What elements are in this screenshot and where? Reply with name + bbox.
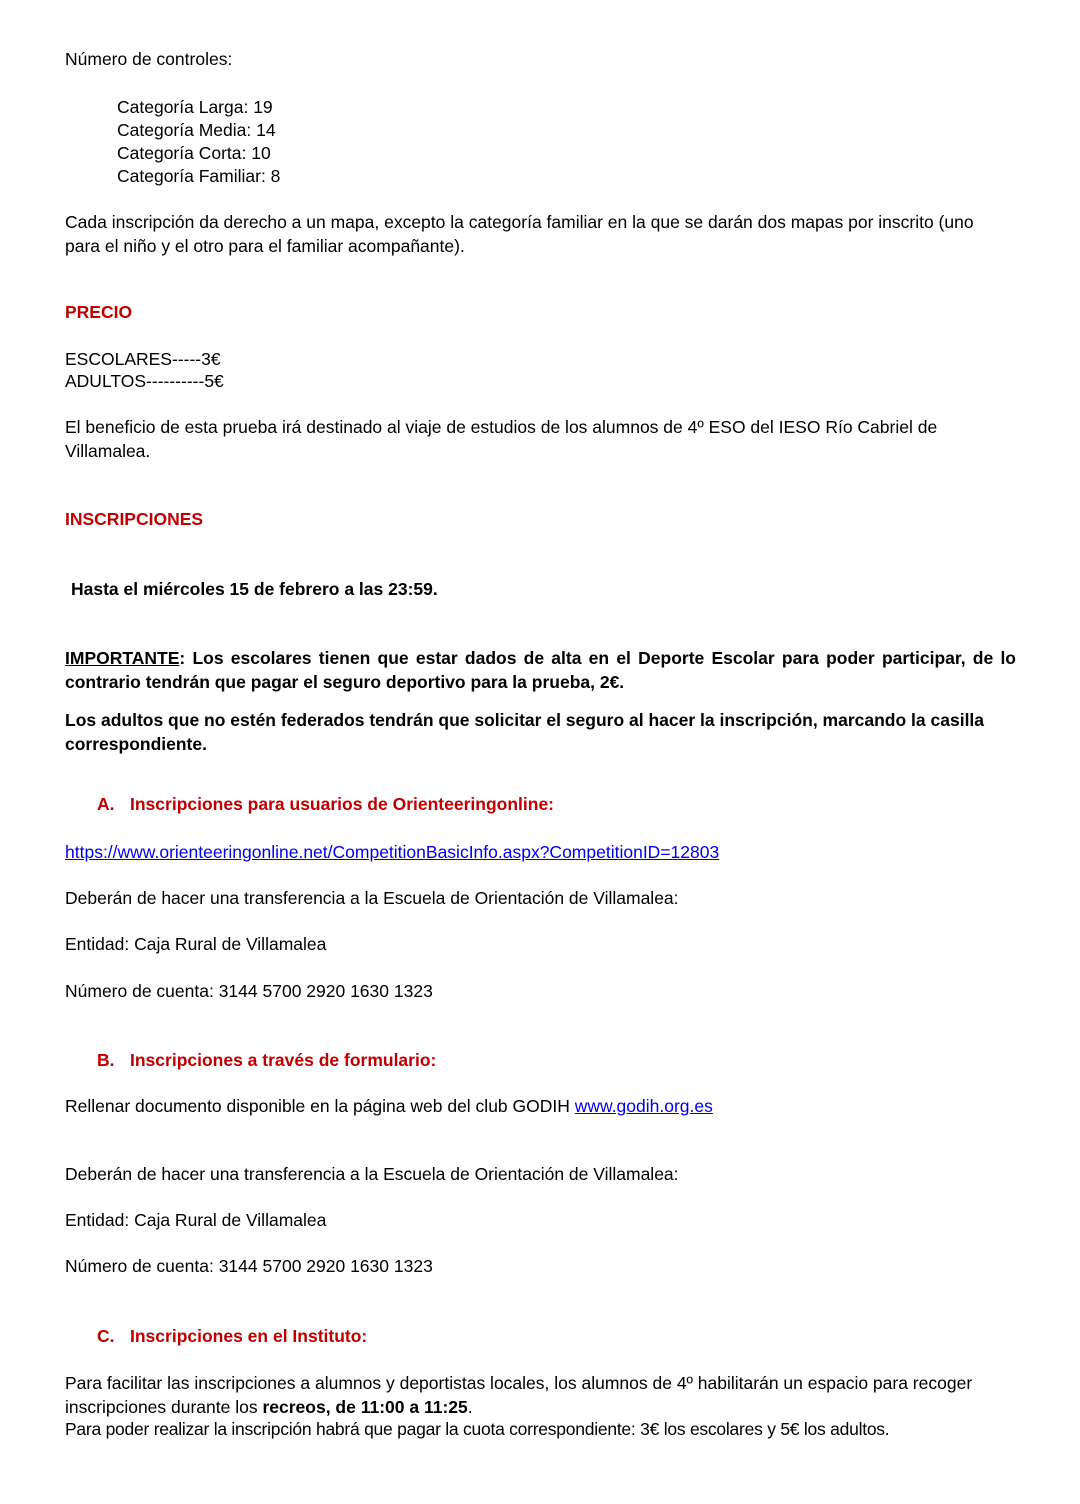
deadline-text: Hasta el miércoles 15 de febrero a las 23:59. <box>71 579 438 599</box>
section-a-title: Inscripciones para usuarios de Orienteeringonline: <box>130 794 554 814</box>
precio-heading: PRECIO <box>65 302 133 322</box>
section-a-entidad: Entidad: Caja Rural de Villamalea <box>65 934 327 954</box>
controles-title: Número de controles: <box>65 49 233 69</box>
section-c-text-pre: Para facilitar las inscripciones a alumnos y deportistas locales, los alumnos de 4º habilitarán un espacio para recoger inscripciones durante los <box>65 1373 973 1417</box>
importante-text: : Los escolares tienen que estar dados de alta en el Deporte Escolar para poder participar, de lo contrario tendrán que pagar el seguro deportivo para la prueba, 2€. <box>65 648 1016 692</box>
section-c-title: Inscripciones en el Instituto: <box>130 1326 368 1346</box>
section-b-heading <box>97 1049 436 1073</box>
category-item: Categoría Media: 14 <box>117 120 276 140</box>
section-c-letter: C. <box>97 1326 115 1346</box>
category-item: Categoría Corta: 10 <box>117 143 271 163</box>
section-a-heading <box>97 793 554 817</box>
section-c-paragraph <box>65 1372 1020 1419</box>
orienteeringonline-link[interactable]: https://www.orienteeringonline.net/CompetitionBasicInfo.aspx?CompetitionID=12803 <box>65 842 720 862</box>
section-b-text-row <box>65 1095 1016 1119</box>
importante-paragraph <box>65 647 1016 694</box>
section-a-transfer: Deberán de hacer una transferencia a la Escuela de Orientación de Villamalea: <box>65 888 679 908</box>
godih-link[interactable]: www.godih.org.es <box>574 1096 713 1116</box>
section-c-heading <box>97 1325 367 1349</box>
section-b-transfer: Deberán de hacer una transferencia a la Escuela de Orientación de Villamalea: <box>65 1164 679 1184</box>
section-c-cuota: Para poder realizar la inscripción habrá que pagar la cuota correspondiente: 3€ los escolares y 5€ los adultos. <box>65 1419 890 1439</box>
section-b-cuenta: Número de cuenta: 3144 5700 2920 1630 1323 <box>65 1256 433 1276</box>
section-c-text-bold: recreos, de 11:00 a 11:25 <box>262 1396 468 1417</box>
beneficio-text: El beneficio de esta prueba irá destinado al viaje de estudios de los alumnos de 4º ESO del IESO Río Cabriel de Villamalea. <box>65 417 938 461</box>
orienteeringonline-link-row <box>65 841 1016 865</box>
importante-label: IMPORTANTE <box>65 648 180 668</box>
category-item: Categoría Familiar: 8 <box>117 166 281 186</box>
price-escolares: ESCOLARES-----3€ <box>65 349 221 369</box>
section-b-letter: B. <box>97 1050 115 1070</box>
maps-note: Cada inscripción da derecho a un mapa, excepto la categoría familiar en la que se darán dos mapas por inscrito (uno para el niño y el otro para el familiar acompañante). <box>65 212 974 256</box>
section-c-text-post: . <box>467 1396 473 1417</box>
adultos-seguro-text: Los adultos que no estén federados tendrán que solicitar el seguro al hacer la inscripción, marcando la casilla correspondiente. <box>65 710 985 754</box>
price-adultos: ADULTOS----------5€ <box>65 371 224 391</box>
section-a-cuenta: Número de cuenta: 3144 5700 2920 1630 1323 <box>65 981 433 1001</box>
section-b-text: Rellenar documento disponible en la página web del club GODIH <box>65 1096 575 1116</box>
category-item: Categoría Larga: 19 <box>117 97 273 117</box>
section-b-entidad: Entidad: Caja Rural de Villamalea <box>65 1210 327 1230</box>
inscripciones-heading: INSCRIPCIONES <box>65 509 204 529</box>
section-a-letter: A. <box>97 794 115 814</box>
section-b-title: Inscripciones a través de formulario: <box>130 1050 437 1070</box>
